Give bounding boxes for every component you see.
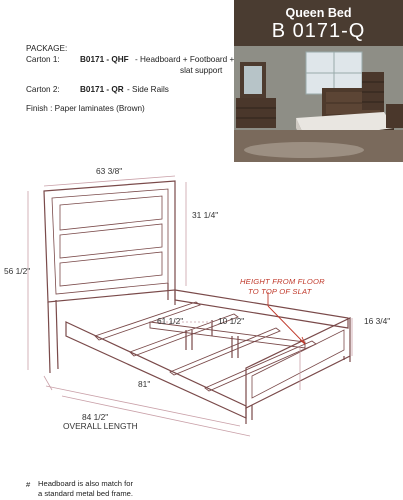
- carton1-code: B0171 - QHF: [80, 55, 129, 64]
- carton1-description: - Headboard + Footboard +: [135, 55, 235, 64]
- dimension-lines: [28, 176, 352, 436]
- dimension-total-height: 56 1/2": [4, 266, 31, 276]
- footnote-mark: #: [26, 480, 31, 489]
- dimension-inner-width: 61 1/2": [157, 316, 184, 326]
- slat-height-note-line2: TO TOP OF SLAT: [248, 287, 312, 296]
- slat-height-note-line1: HEIGHT FROM FLOOR: [240, 277, 325, 286]
- finish-info: Finish : Paper laminates (Brown): [26, 104, 145, 113]
- carton1-description-cont: slat support: [180, 66, 223, 75]
- dimension-overall-length-value: 84 1/2": [82, 412, 109, 422]
- package-heading: PACKAGE:: [26, 44, 68, 53]
- carton2-label: Carton 2:: [26, 85, 60, 94]
- dimension-overall-length-label: OVERALL LENGTH: [63, 421, 138, 431]
- dimension-headboard-height: 31 1/4": [192, 210, 219, 220]
- dimension-footboard-height: 16 3/4": [364, 316, 391, 326]
- dimension-width-top: 63 3/8": [96, 166, 123, 176]
- product-title: Queen Bed: [285, 6, 352, 20]
- carton1-label: Carton 1:: [26, 55, 60, 64]
- footnote-line1: Headboard is also match for: [38, 479, 133, 488]
- dimension-slat-height: 10 1/2": [218, 316, 245, 326]
- carton2-description: - Side Rails: [127, 85, 169, 94]
- dimension-length-81: 81": [138, 379, 151, 389]
- carton2-code: B0171 - QR: [80, 85, 124, 94]
- footnote-line2: a standard metal bed frame.: [38, 489, 133, 498]
- product-model-number: B 0171-Q: [271, 20, 366, 42]
